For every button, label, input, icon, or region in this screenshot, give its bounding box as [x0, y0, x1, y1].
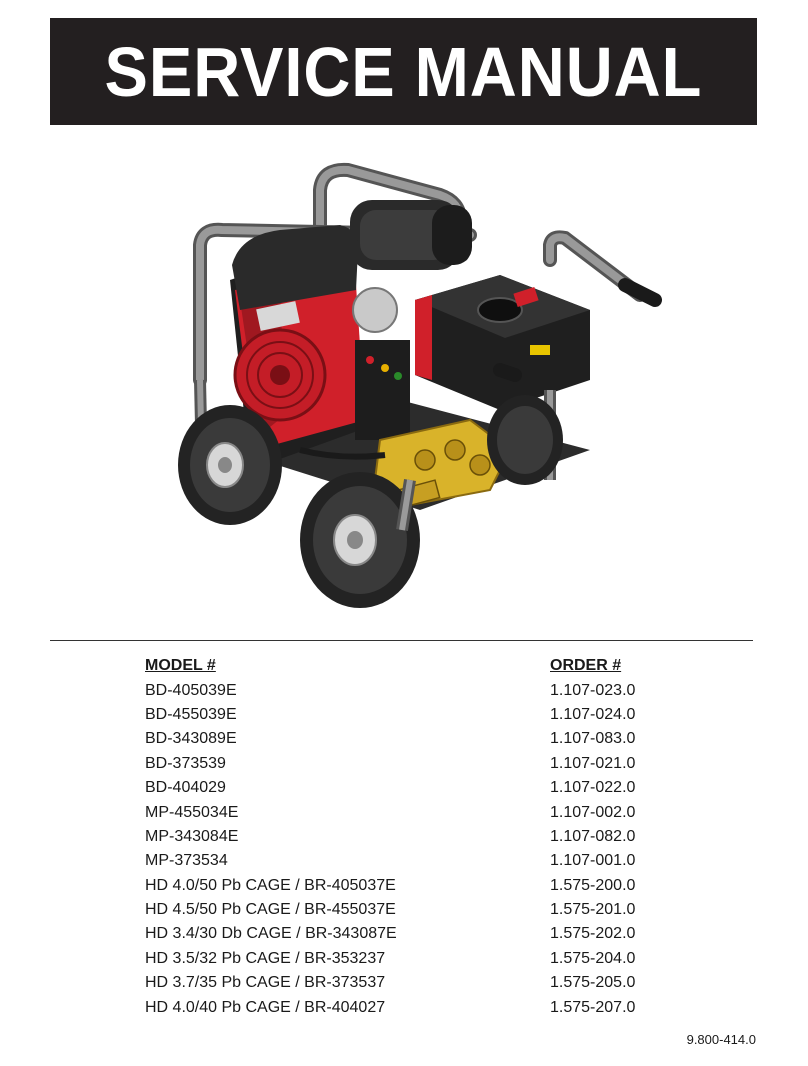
model-number: HD 3.4/30 Db CAGE / BR-343087E: [145, 925, 397, 943]
table-row: [145, 800, 665, 824]
model-number: HD 4.0/40 Pb CAGE / BR-404027: [145, 998, 386, 1016]
table-row: [145, 971, 665, 995]
order-number: 1.575-200.0: [550, 876, 636, 894]
table-header: [145, 654, 665, 678]
table-row: [145, 874, 665, 898]
model-number: HD 3.5/32 Pb CAGE / BR-353237: [145, 949, 386, 967]
order-number: 1.575-207.0: [550, 998, 636, 1016]
table-row: [145, 947, 665, 971]
order-number: 1.575-205.0: [550, 974, 636, 992]
table-row: [145, 727, 665, 751]
table-row: [145, 995, 665, 1019]
model-column-header: MODEL #: [145, 657, 216, 675]
table-row: [145, 703, 665, 727]
page-title: SERVICE MANUAL: [104, 32, 703, 111]
model-number: BD-405039E: [145, 681, 237, 699]
model-number: BD-404029: [145, 779, 226, 797]
table-row: [145, 825, 665, 849]
order-column-header: ORDER #: [550, 657, 622, 675]
order-number: 1.575-201.0: [550, 901, 636, 919]
table-row: [145, 922, 665, 946]
order-number: 1.107-024.0: [550, 705, 636, 723]
model-number: HD 4.0/50 Pb CAGE / BR-405037E: [145, 876, 396, 894]
divider-rule: [50, 640, 753, 641]
model-number: MP-373534: [145, 852, 228, 870]
order-number: 1.107-022.0: [550, 779, 636, 797]
order-number: 1.575-204.0: [550, 949, 636, 967]
model-number: BD-455039E: [145, 705, 237, 723]
model-number: HD 3.7/35 Pb CAGE / BR-373537: [145, 974, 386, 992]
order-number: 1.107-023.0: [550, 681, 636, 699]
table-row: [145, 898, 665, 922]
title-banner: [50, 18, 757, 125]
order-number: 1.107-083.0: [550, 730, 636, 748]
document-number: 9.800-414.0: [686, 1032, 756, 1047]
model-number: BD-343089E: [145, 730, 237, 748]
order-number: 1.575-202.0: [550, 925, 636, 943]
order-number: 1.107-001.0: [550, 852, 636, 870]
table-row: [145, 849, 665, 873]
model-number: MP-343084E: [145, 827, 239, 845]
model-order-table: [145, 654, 665, 1020]
table-row: [145, 776, 665, 800]
order-number: 1.107-002.0: [550, 803, 636, 821]
table-row: [145, 678, 665, 702]
order-number: 1.107-021.0: [550, 754, 636, 772]
pressure-washer-illustration: [170, 150, 670, 610]
model-number: HD 4.5/50 Pb CAGE / BR-455037E: [145, 901, 396, 919]
model-number: MP-455034E: [145, 803, 239, 821]
table-row: [145, 752, 665, 776]
model-number: BD-373539: [145, 754, 226, 772]
order-number: 1.107-082.0: [550, 827, 636, 845]
